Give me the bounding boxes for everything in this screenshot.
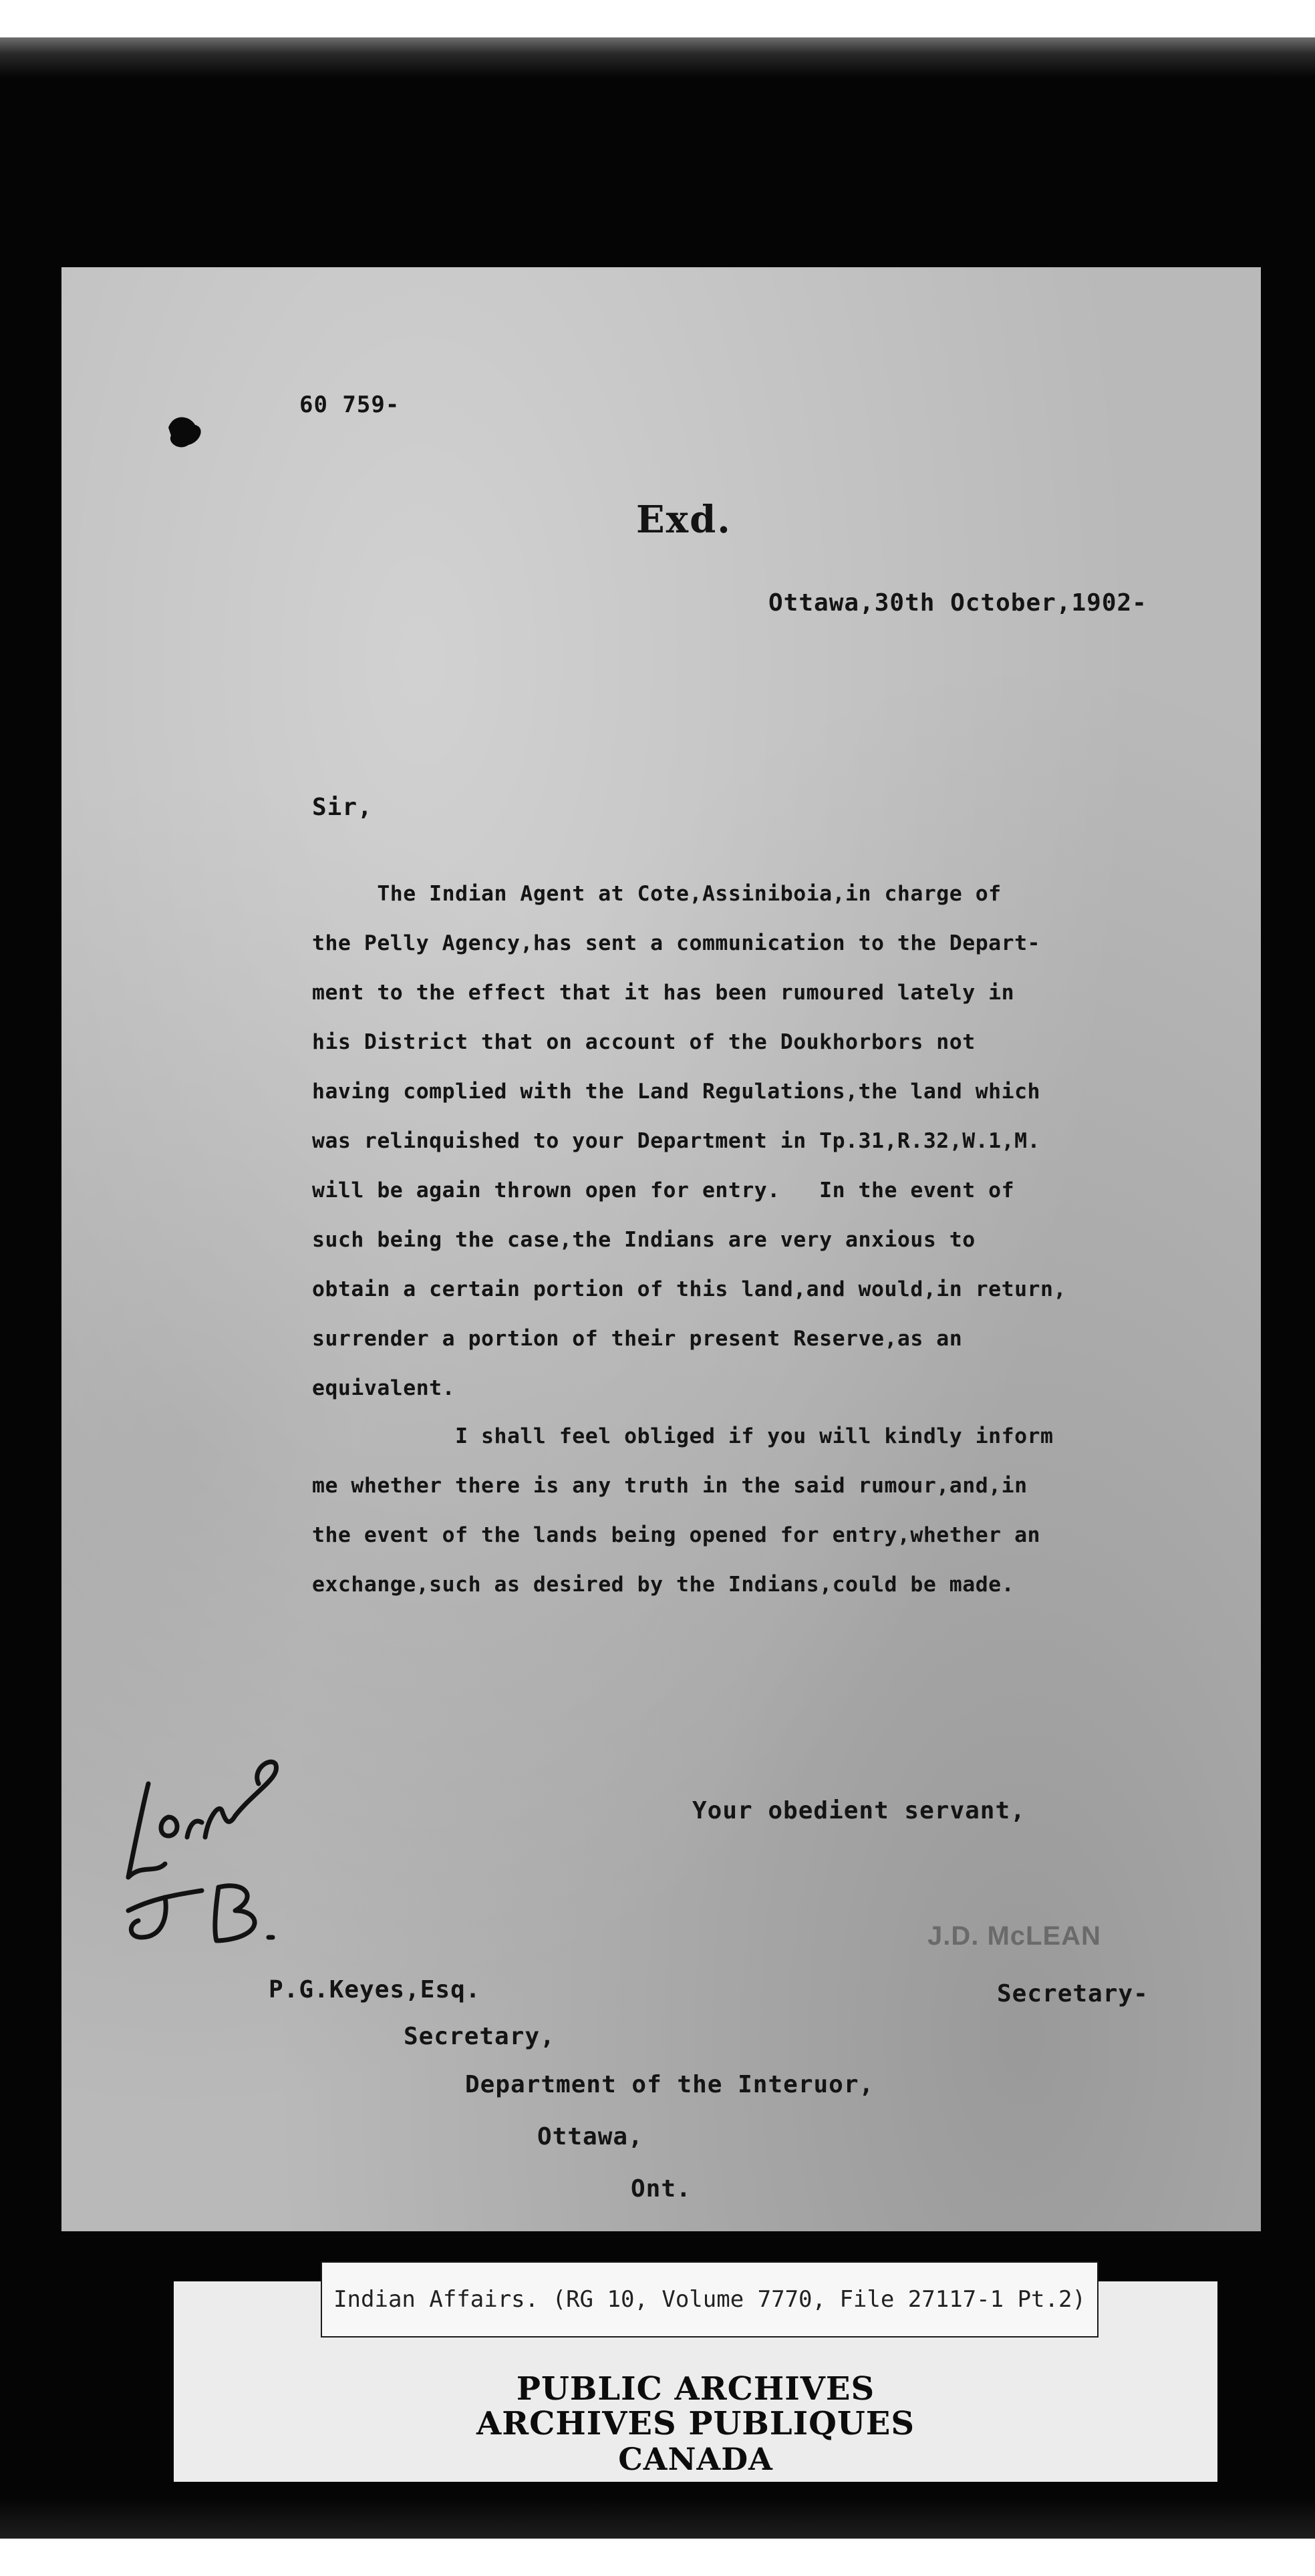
dateline: Ottawa,30th October,1902- — [768, 589, 1147, 617]
recipient-name: P.G.Keyes,Esq. — [269, 1976, 481, 2003]
ink-blot-mark — [162, 408, 208, 454]
body-line: ment to the effect that it has been rumoured lately in — [312, 981, 1015, 1005]
signer-title: Secretary- — [997, 1980, 1149, 2007]
file-reference-number: 60 759- — [299, 391, 400, 418]
archive-stamp-line: PUBLIC ARCHIVES — [516, 2370, 875, 2408]
handwritten-initials — [102, 1737, 329, 1957]
body-line: the Pelly Agency,has sent a communication to the Depart- — [312, 931, 1041, 955]
body-line: obtain a certain portion of this land,and would,in return, — [312, 1277, 1066, 1301]
closing: Your obedient servant, — [692, 1797, 1026, 1824]
body-line: was relinquished to your Department in Tp.31,R.32,W.1,M. — [312, 1129, 1041, 1153]
body-line: exchange,such as desired by the Indians,could be made. — [312, 1573, 1015, 1597]
salutation: Sir, — [312, 794, 373, 821]
body-line: having complied with the Land Regulations,the land which — [312, 1080, 1041, 1104]
recipient-province: Ont. — [631, 2175, 692, 2203]
film-edge — [0, 37, 1315, 77]
body-line: the event of the lands being opened for entry,whether an — [312, 1523, 1041, 1547]
body-line: me whether there is any truth in the said rumour,and,in — [312, 1474, 1028, 1498]
letter-page — [61, 267, 1261, 2231]
body-line: equivalent. — [312, 1376, 456, 1400]
body-line: his District that on account of the Doukhorbors not — [312, 1030, 976, 1054]
body-line: The Indian Agent at Cote,Assiniboia,in charge of — [312, 882, 1002, 906]
body-line: surrender a portion of their present Reserve,as an — [312, 1327, 963, 1351]
recipient-title: Secretary, — [404, 2023, 555, 2050]
archive-stamp-line: ARCHIVES PUBLIQUES — [476, 2405, 915, 2442]
exd-stamp: Exd. — [636, 498, 732, 542]
archive-stamp-line: CANADA — [618, 2441, 773, 2477]
archive-reference-card — [321, 2261, 1099, 2338]
body-line: such being the case,the Indians are very anxious to — [312, 1228, 976, 1252]
recipient-department: Department of the Interuor, — [465, 2071, 875, 2098]
recipient-city: Ottawa, — [537, 2123, 643, 2150]
body-line: I shall feel obliged if you will kindly inform — [312, 1424, 1054, 1448]
film-bottom-edge — [0, 2499, 1315, 2539]
signature-stamp: J.D. McLEAN — [927, 1921, 1101, 1951]
body-line: will be again thrown open for entry. In the event of — [312, 1178, 1015, 1202]
archive-reference-label: Indian Affairs. (RG 10, Volume 7770, File 27117-1 Pt.2) — [333, 2286, 1086, 2313]
